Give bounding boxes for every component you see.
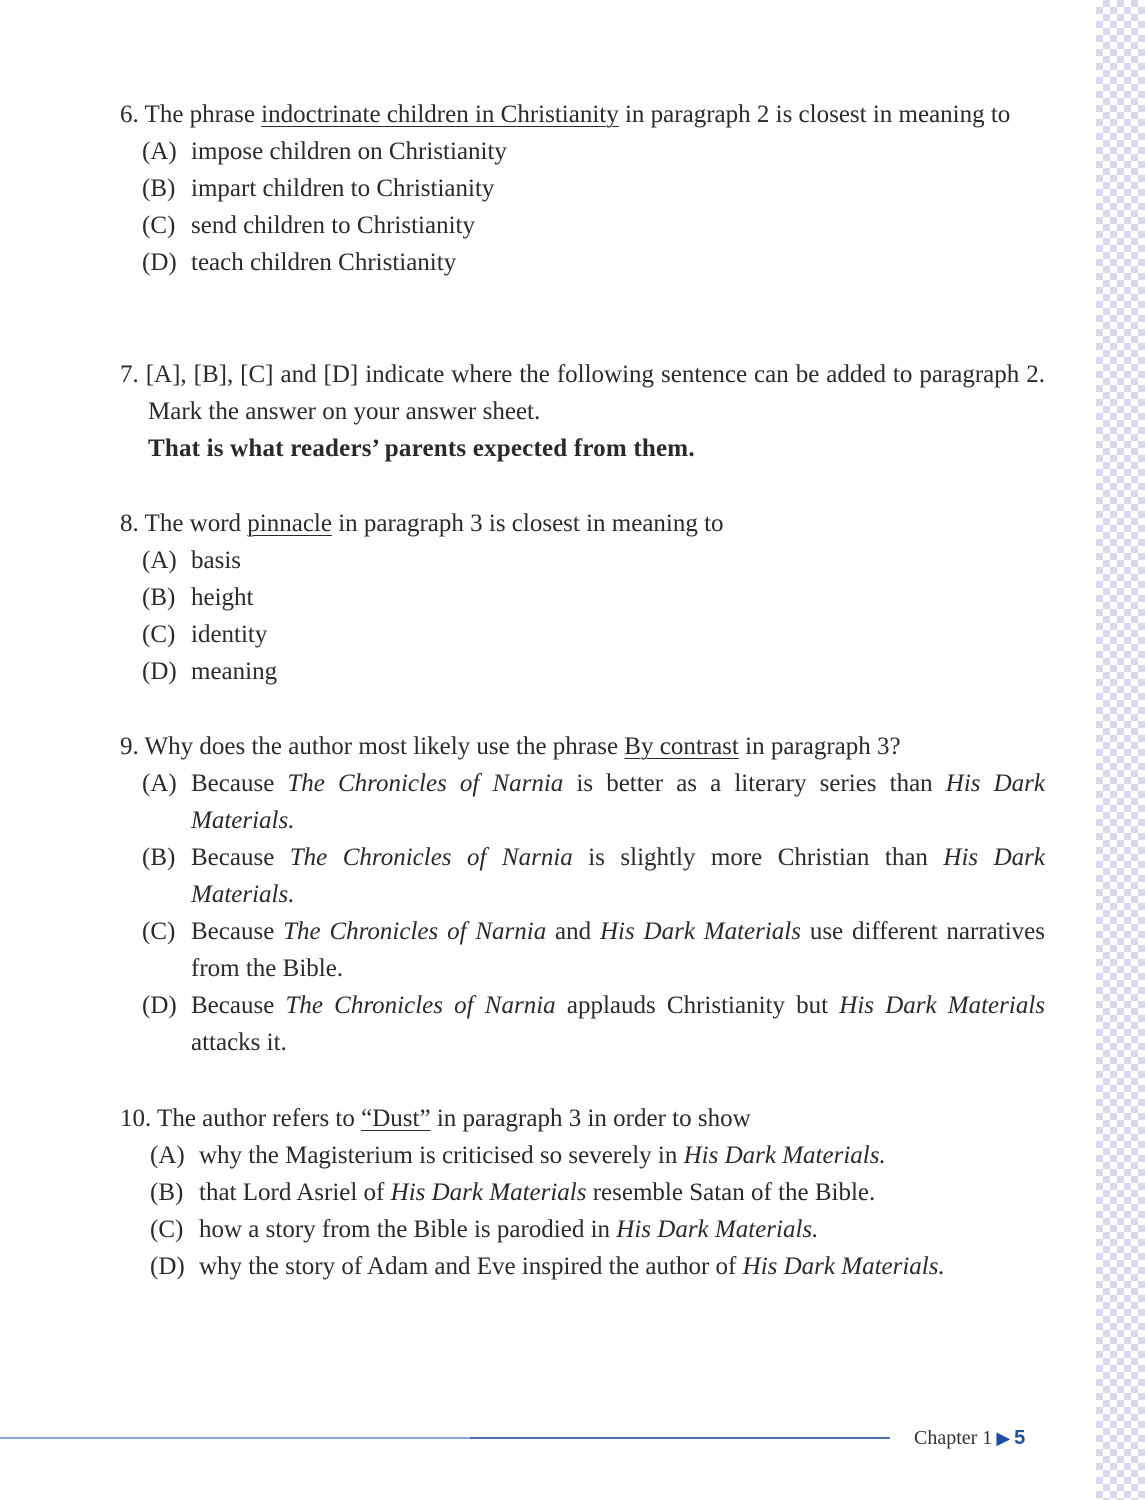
page-footer [914,1424,1025,1452]
answer-option: (B) that Lord Asriel of His Dark Materials resemble Satan of the Bible. [150,1179,876,1206]
question-6 [120,96,1045,281]
question-7 [120,356,1045,467]
question-9 [120,728,1045,1061]
answer-option: (B) Because The Chronicles of Narnia is slightly more Christian than His Dark Materials. [142,844,1045,908]
footer-rule-accent [470,1437,890,1439]
question-stem: 9. Why does the author most likely use the phrase By contrast in paragraph 3? [120,733,901,760]
answer-option: (A) impose children on Christianity [142,138,507,165]
triangle-right-icon: ▶ [996,1428,1011,1448]
answer-option: (D) meaning [142,658,278,685]
answer-option: (D) Because The Chronicles of Narnia applauds Christianity but His Dark Materials attacks it. [142,992,1046,1056]
answer-option: (D) teach children Christianity [142,249,457,276]
question-stem: 10. The author refers to “Dust” in paragraph 3 in order to show [120,1105,751,1132]
underlined-phrase: “Dust” [361,1105,431,1132]
underlined-phrase: indoctrinate children in Christianity [261,101,619,128]
answer-option: (A) why the Magisterium is criticised so severely in His Dark Materials. [150,1142,886,1169]
answer-option: (D) why the story of Adam and Eve inspired the author of His Dark Materials. [150,1253,945,1280]
underlined-phrase: pinnacle [247,510,332,537]
question-stem: 7. [A], [B], [C] and [D] indicate where the following sentence can be added to paragraph 2. Mark the answer on your answer sheet. [120,361,1045,425]
answer-option: (A) Because The Chronicles of Narnia is better as a literary series than His Dark Materials. [142,770,1046,834]
question-stem: 6. The phrase indoctrinate children in Christianity in paragraph 2 is closest in meaning to [120,101,1011,128]
bold-sentence: That is what readers’ parents expected from them. [148,435,695,462]
answer-option: (B) height [142,584,254,611]
answer-option: (C) Because The Chronicles of Narnia and His Dark Materials use different narratives from the Bible. [142,918,1045,982]
answer-option: (C) how a story from the Bible is parodied in His Dark Materials. [150,1216,819,1243]
chapter-label: Chapter 1 [914,1427,993,1449]
question-stem: 8. The word pinnacle in paragraph 3 is closest in meaning to [120,510,724,537]
page-number: 5 [1014,1427,1026,1449]
question-8 [120,505,1045,690]
question-10 [120,1100,1045,1285]
answer-option: (C) send children to Christianity [142,212,475,239]
underlined-phrase: By contrast [624,733,739,760]
answer-option: (A) basis [142,547,241,574]
answer-option: (C) identity [142,621,268,648]
answer-option: (B) impart children to Christianity [142,175,495,202]
checkered-margin-strip [1096,0,1145,1500]
